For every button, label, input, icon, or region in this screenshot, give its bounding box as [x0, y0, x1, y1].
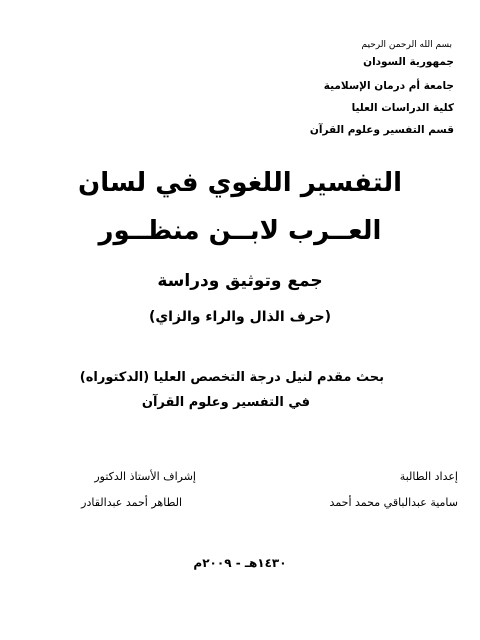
thesis-title-line-1: التفسير اللغوي في لسان [78, 168, 402, 198]
supervisor-label: إشراف الأستاذ الدكتور [94, 470, 196, 483]
thesis-title-line-2: العــرب لابــن منظــور [98, 216, 382, 246]
degree-statement: بحث مقدم لنيل درجة التخصص العليا (الدكتوراه) [79, 370, 384, 385]
department-name: قسم التفسير وعلوم القرآن [309, 124, 454, 136]
thesis-subtitle: جمع وتوثيق ودراسة [157, 271, 323, 291]
supervisor-name: الطاهر أحمد عبدالقادر [81, 496, 182, 509]
prepared-by-label: إعداد الطالبة [399, 470, 458, 483]
country-name: جمهورية السودان [363, 56, 454, 68]
college-name: كلية الدراسات العليا [351, 102, 454, 114]
university-name: جامعة أم درمان الإسلامية [323, 80, 454, 92]
thesis-subtitle-letters: (حرف الذال والراء والزاي) [148, 309, 332, 325]
degree-field: في التفسير وعلوم القرآن [141, 395, 310, 410]
basmala: بسم الله الرحمن الرحيم [361, 40, 452, 50]
thesis-date: ١٤٣٠هـ - ٢٠٠٩م [193, 556, 287, 570]
student-name: سامية عبدالباقي محمد أحمد [329, 496, 458, 509]
